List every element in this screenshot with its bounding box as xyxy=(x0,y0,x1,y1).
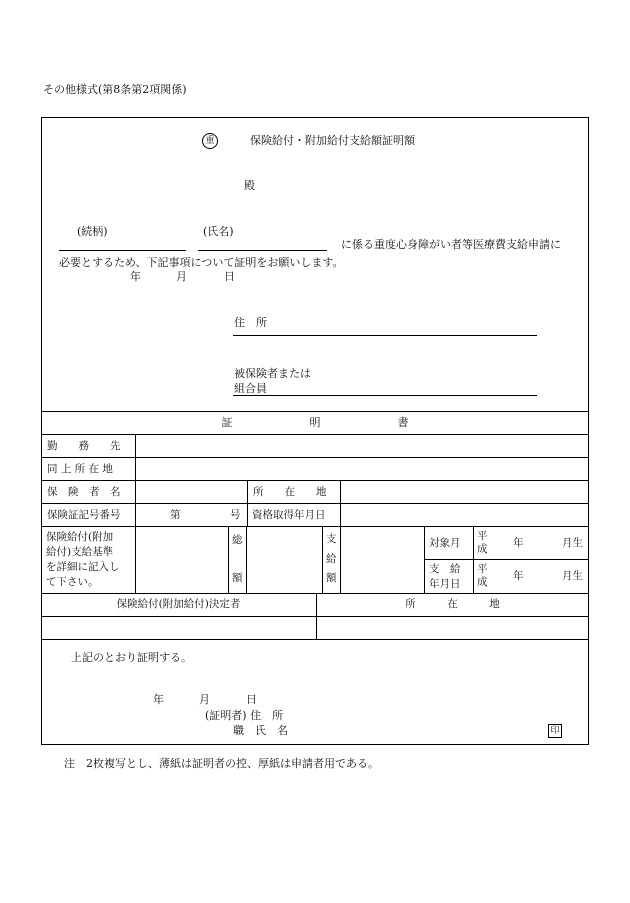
table-rule xyxy=(246,526,247,593)
request-text-line1: に係る重度心身障がい者等医療費支給申請に xyxy=(341,238,561,251)
name-field[interactable] xyxy=(198,250,327,251)
table-rule xyxy=(322,526,323,593)
heisei-2b: 成 xyxy=(477,576,488,588)
table-rule xyxy=(424,559,589,560)
workplace-field[interactable] xyxy=(137,435,588,456)
form-title: 保険給付・附加給付支給額証明額 xyxy=(250,134,415,147)
pay-year-label: 年 xyxy=(513,570,524,582)
relation-label: (続柄) xyxy=(77,225,108,238)
benefit-standard-line4: て下さい。 xyxy=(46,576,99,588)
qualification-date-field[interactable] xyxy=(342,504,588,525)
decider-location-field[interactable] xyxy=(318,617,588,638)
sign-day-label: 日 xyxy=(246,693,257,706)
target-month-birth-label: 月生 xyxy=(562,537,583,549)
pay-month-birth-label: 月生 xyxy=(562,570,583,582)
table-rule xyxy=(41,593,589,594)
card-number-dai: 第 xyxy=(170,509,181,521)
paid-label-1: 支 xyxy=(326,533,337,545)
circle-mark: 重 xyxy=(202,133,218,149)
paid-label-3: 額 xyxy=(326,572,337,584)
table-rule xyxy=(247,480,248,526)
sign-year-label: 年 xyxy=(153,693,164,706)
relation-field[interactable] xyxy=(59,250,186,251)
decider-field[interactable] xyxy=(42,617,315,638)
paid-amount-field[interactable] xyxy=(342,527,423,592)
card-number-label: 保険証記号番号 xyxy=(47,509,121,521)
address-field[interactable] xyxy=(233,335,537,336)
decider-location-label: 所 在 地 xyxy=(405,598,500,610)
target-year-label: 年 xyxy=(513,537,524,549)
seal-icon: 印 xyxy=(548,724,562,738)
heisei-2a: 平 xyxy=(477,563,488,575)
insurer-location-field[interactable] xyxy=(342,481,588,502)
table-rule xyxy=(228,526,229,593)
addressee-honorific: 殿 xyxy=(244,179,255,192)
pay-date-label-1: 支 給 xyxy=(429,563,461,575)
benefit-standard-line3: を詳細に記入し xyxy=(46,561,120,573)
table-rule xyxy=(424,526,425,593)
benefit-standard-line1: 保険給付(附加 xyxy=(46,531,114,543)
heisei-1a: 平 xyxy=(477,530,488,542)
insurer-name-label: 保 険 者 名 xyxy=(47,486,121,498)
pay-date-label-2: 年月日 xyxy=(429,578,461,590)
target-month-label: 対象月 xyxy=(429,537,461,549)
certifier-address-label: (証明者) 住 所 xyxy=(205,709,284,722)
total-amount-field[interactable] xyxy=(248,527,321,592)
table-rule xyxy=(340,480,341,526)
date-month-label: 月 xyxy=(176,270,187,283)
insurer-name-field[interactable] xyxy=(137,481,246,502)
certification-statement: 上記のとおり証明する。 xyxy=(71,651,192,664)
request-text-line2: 必要とするため、下記事項について証明をお願いします。 xyxy=(59,256,344,269)
footnote: 注 2枚複写とし、薄紙は証明者の控、厚紙は申請者用である。 xyxy=(64,757,379,770)
total-label-1: 総 xyxy=(232,534,243,546)
decider-label: 保険給付(附加給付)決定者 xyxy=(116,598,241,610)
paid-label-2: 給 xyxy=(326,553,337,565)
date-year-label: 年 xyxy=(130,270,141,283)
sign-month-label: 月 xyxy=(199,693,210,706)
total-label-2: 額 xyxy=(232,572,243,584)
insured-label-line1: 被保険者または xyxy=(234,367,311,380)
certifier-name-label: 職 氏 名 xyxy=(233,724,288,737)
address-label: 住 所 xyxy=(234,316,267,329)
table-rule xyxy=(340,526,341,593)
qualification-date-label: 資格取得年月日 xyxy=(252,509,326,521)
insured-field[interactable] xyxy=(233,395,537,396)
form-reference-heading: その他様式(第8条第2項関係) xyxy=(43,83,187,96)
table-rule xyxy=(41,639,589,640)
table-rule xyxy=(473,526,474,593)
workplace-label: 勤 務 先 xyxy=(47,440,121,452)
benefit-standard-field[interactable] xyxy=(137,527,227,592)
date-day-label: 日 xyxy=(224,270,235,283)
name-label: (氏名) xyxy=(203,225,234,238)
insured-label-line2: 組合員 xyxy=(234,382,267,395)
workplace-address-label: 同 上 所 在 地 xyxy=(47,463,113,475)
table-rule xyxy=(41,411,589,412)
insurer-location-label: 所 在 地 xyxy=(253,486,327,498)
card-number-go: 号 xyxy=(230,509,241,521)
benefit-standard-line2: 給付)支給基準 xyxy=(46,546,114,558)
certificate-heading: 証 明 書 xyxy=(221,416,409,429)
heisei-1b: 成 xyxy=(477,543,488,555)
table-rule xyxy=(135,434,136,593)
workplace-address-field[interactable] xyxy=(137,458,588,479)
